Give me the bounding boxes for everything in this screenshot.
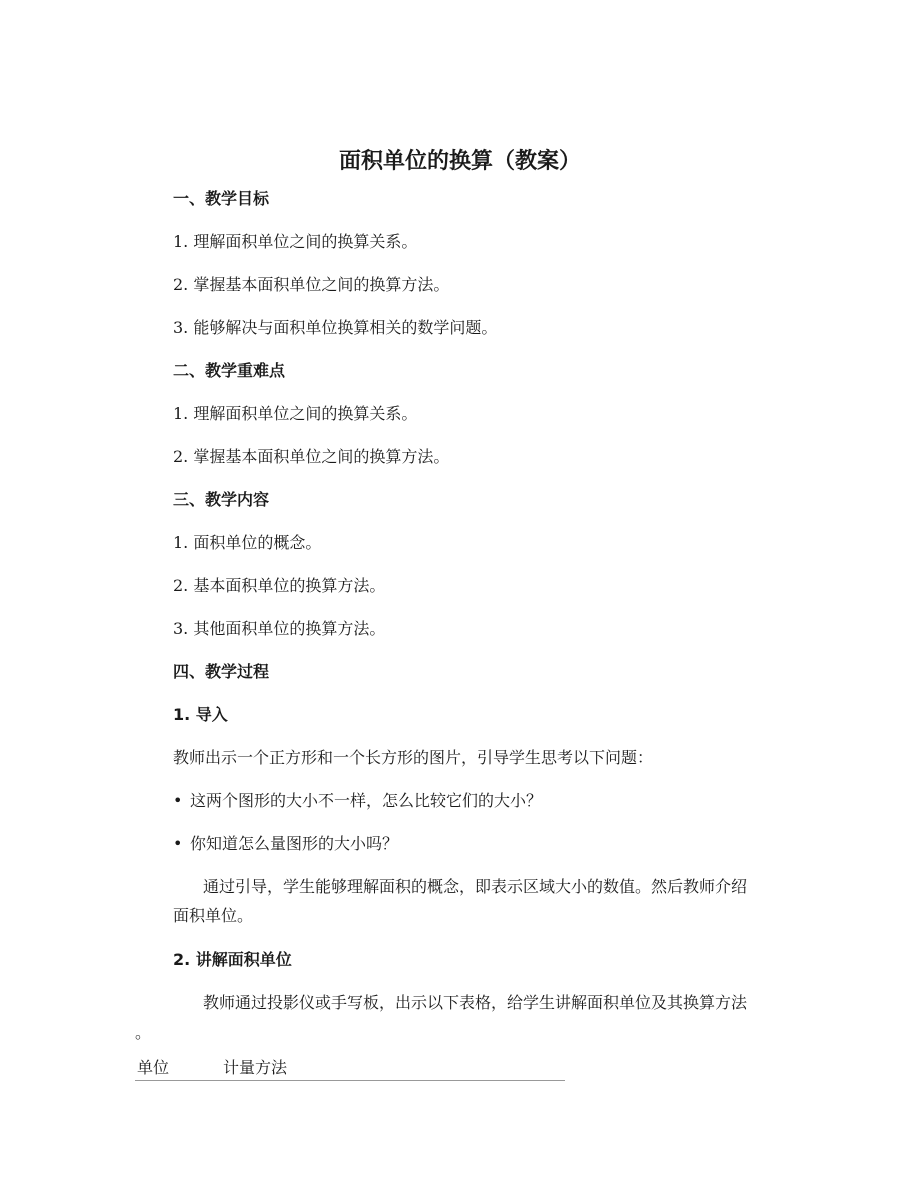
section-heading-objectives: 一、教学目标 [173, 189, 270, 208]
list-item: 2. 掌握基本面积单位之间的换算方法。 [173, 275, 450, 294]
section-heading-content: 三、教学内容 [173, 490, 270, 509]
list-item: 1. 理解面积单位之间的换算关系。 [173, 404, 418, 423]
list-item: 2. 基本面积单位的换算方法。 [173, 576, 386, 595]
step-heading-intro: 1. 导入 [173, 705, 228, 724]
bullet-text: 你知道怎么量图形的大小吗？ [190, 834, 399, 853]
list-item: 1. 面积单位的概念。 [173, 533, 322, 552]
section-heading-key-points: 二、教学重难点 [173, 361, 286, 380]
table-header-row [135, 1056, 565, 1081]
list-item: 2. 掌握基本面积单位之间的换算方法。 [173, 447, 450, 466]
paragraph-line: 。 [135, 1023, 152, 1042]
step-heading-units: 2. 讲解面积单位 [173, 950, 292, 969]
paragraph-line: 通过引导，学生能够理解面积的概念，即表示区域大小的数值。然后教师介绍 [203, 877, 748, 896]
paragraph: 教师出示一个正方形和一个长方形的图片，引导学生思考以下问题： [173, 748, 654, 767]
list-item: 1. 理解面积单位之间的换算关系。 [173, 232, 418, 251]
table-header-cell: 单位 [137, 1058, 170, 1077]
document-title: 面积单位的换算（教案） [338, 149, 581, 174]
bullet-icon: • [173, 791, 183, 810]
paragraph-line: 教师通过投影仪或手写板，出示以下表格，给学生讲解面积单位及其换算方法 [203, 993, 748, 1012]
paragraph-line: 面积单位。 [173, 906, 254, 925]
table-header-cell: 计量方法 [223, 1058, 288, 1077]
bullet-icon: • [173, 834, 183, 853]
bullet-item [173, 833, 398, 855]
list-item: 3. 其他面积单位的换算方法。 [173, 619, 386, 638]
bullet-text: 这两个图形的大小不一样，怎么比较它们的大小？ [190, 791, 543, 810]
section-heading-process: 四、教学过程 [173, 662, 270, 681]
list-item: 3. 能够解决与面积单位换算相关的数学问题。 [173, 318, 498, 337]
bullet-item [173, 790, 542, 812]
